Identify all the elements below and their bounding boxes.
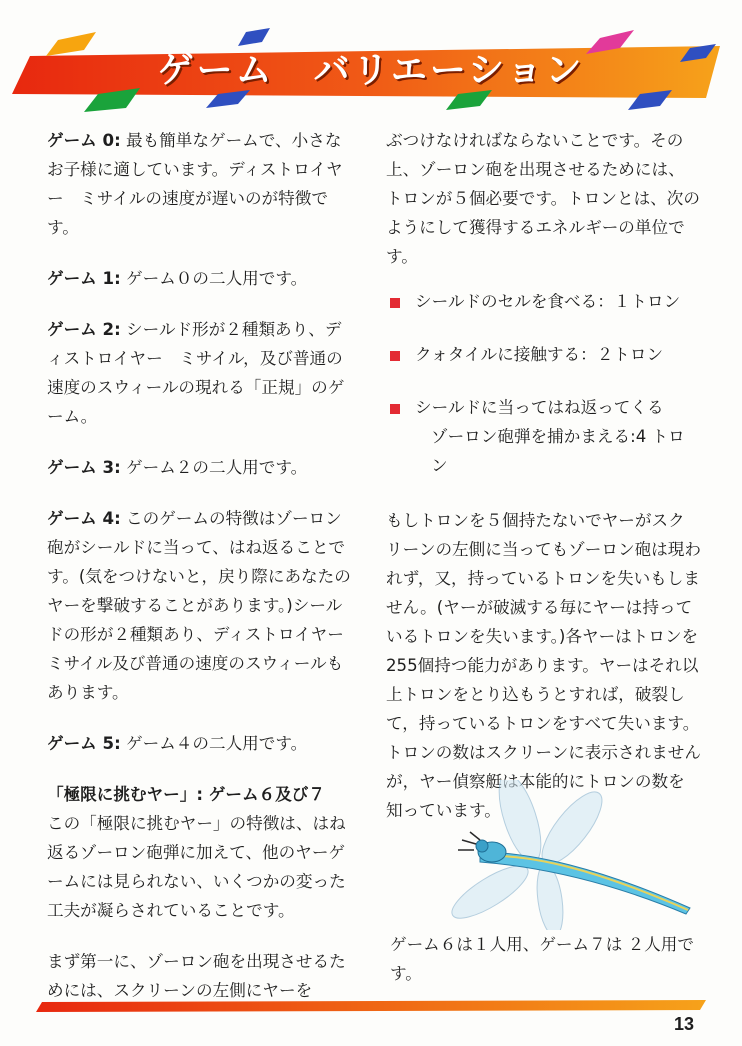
game-6-7-text: この「極限に挑むヤー」の特徴は、はね返るゾーロン砲弾に加えて、他のヤーゲームには見られない、いくつかの変った工夫が凝らされていることです。 [47, 814, 346, 920]
bullet-text-continued: ゾーロン砲弾を捕かまえる:4 トロン [431, 427, 685, 475]
game-1-label: ゲーム 1: [47, 269, 121, 288]
game-4-text: このゲームの特徴はゾーロン砲がシールドに当って、はね返ることです。(気をつけないと，戻り際にあなたのヤーを撃破することがあります。)シールドの形が２種類あり、ディストロイヤー ミサイル及び普通の速度のスウィールもあります。 [47, 509, 361, 702]
caption-text: ゲーム６は１人用、ゲーム７は ２人用です。 [390, 935, 694, 983]
game-1-section [47, 264, 352, 293]
page-number: 13 [673, 1014, 694, 1034]
game-0-section [47, 126, 352, 242]
game-5-label: ゲーム 5: [47, 734, 121, 753]
left-column [47, 126, 361, 1005]
bullet-text: シールドのセルを食べる：１トロン [415, 292, 681, 311]
game-3-label: ゲーム 3: [47, 458, 121, 477]
game-6-7-heading: 「極限に挑むヤー」: ゲーム６及び７ [47, 785, 325, 804]
list-item [386, 340, 701, 369]
game-2-label: ゲーム 2: [47, 320, 121, 339]
list-item [386, 287, 701, 316]
game-2-section [47, 315, 352, 431]
dragonfly-illustration [440, 780, 700, 930]
game-3-section [47, 453, 352, 482]
bullet-square-icon [390, 404, 400, 414]
game-4-section [47, 504, 361, 707]
game-5-section [47, 729, 352, 758]
game-2-text: シールド形が２種類あり、ディストロイヤー ミサイル，及び普通の速度のスウィールの現れる「正規」のゲーム。 [47, 320, 345, 426]
game-5-text: ゲーム４の二人用です。 [126, 734, 308, 753]
bullet-text: シールドに当ってはね返ってくる [415, 398, 664, 417]
header-banner [0, 0, 742, 120]
game-0-label: ゲーム 0: [47, 131, 121, 150]
game-1-text: ゲーム０の二人用です。 [126, 269, 308, 288]
bullet-text: クォタイルに接触する：２トロン [415, 345, 664, 364]
first-point-text: まず第一に、ゾーロン砲を出現させるためには、スクリーンの左側にヤーを [47, 952, 346, 1000]
game-0-text: 最も簡単なゲームで、小さなお子様に適しています。ディストロイヤー ミサイルの速度が遅いのが特徴です。 [47, 131, 343, 237]
list-item [386, 393, 701, 480]
tron-text: もしトロンを５個持たないでヤーがスクリーンの左側に当ってもゾーロン砲は現われず，又，持っているトロンを失いもしません。(ヤーが破滅する毎にヤーは持っているトロンを失います。)各ヤーはトロンを255個持つ能力があります。ヤーはそれ以上トロンをとり込もうとすれば，破裂して，持っているトロンをすべて失います。トロンの数はスクリーンに表示されませんが，ヤー偵察艇は本能的にトロンの数を知っています。 [386, 511, 701, 820]
bullet-square-icon [390, 351, 400, 361]
page-title: ゲーム バリエーション [157, 50, 585, 91]
game-6-7-section [47, 780, 352, 925]
right-column [386, 126, 701, 825]
bullet-square-icon [390, 298, 400, 308]
game-4-label: ゲーム 4: [47, 509, 121, 528]
intro-text: ぶつけなければならないことです。その上、ゾーロン砲を出現させるためには、トロンが５個必要です。トロンとは、次のようにして獲得するエネルギーの単位です。 [386, 131, 700, 266]
game-3-text: ゲーム２の二人用です。 [126, 458, 308, 477]
footer-bar [36, 1000, 706, 1012]
